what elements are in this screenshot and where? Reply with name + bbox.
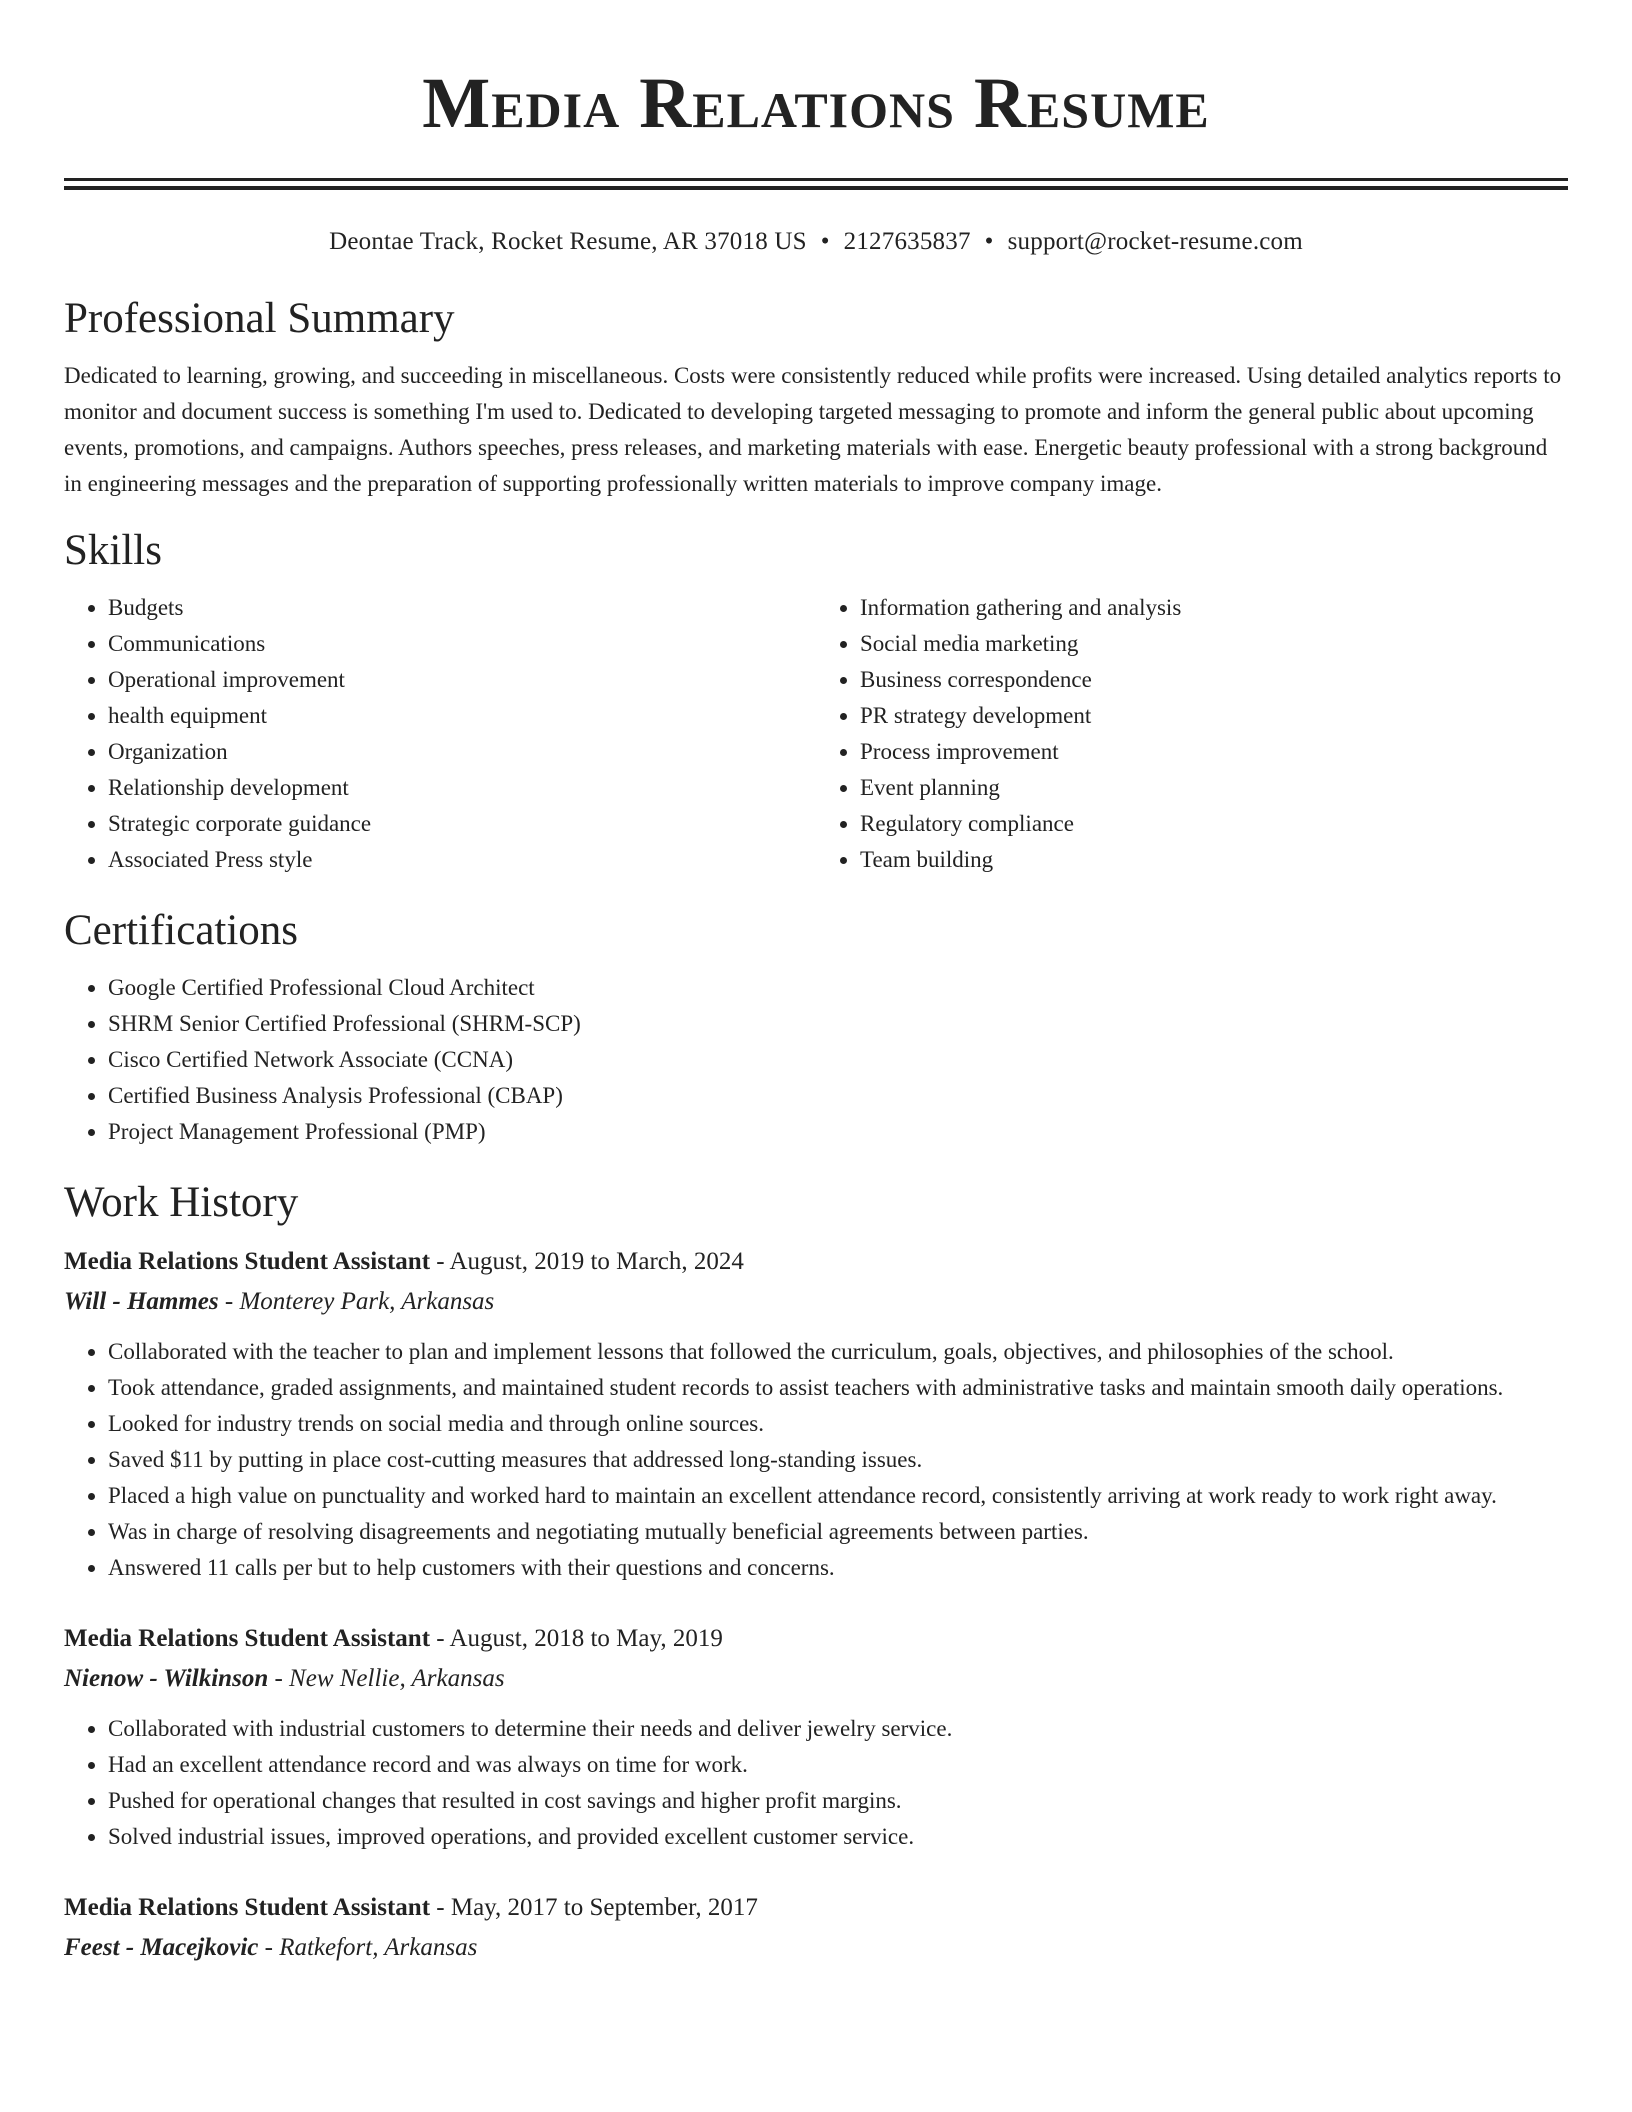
skill-item: • Social media marketing — [860, 626, 1568, 662]
contact-address: Deontae Track, Rocket Resume, AR 37018 US — [329, 228, 807, 255]
job-bullet: • Placed a high value on punctuality and worked hard to maintain an excellent attendance record, consistently arriving at work ready to work right away. — [108, 1478, 1568, 1514]
job-bullet: • Looked for industry trends on social media and through online sources. — [108, 1406, 1568, 1442]
certifications-heading: Certifications — [64, 907, 299, 954]
job-title: Media Relations Student Assistant — [64, 1625, 431, 1652]
job-company: Feest - Macejkovic — [64, 1934, 259, 1961]
skill-item: • Business correspondence — [860, 662, 1568, 698]
job-location: - Monterey Park, Arkansas — [218, 1288, 495, 1315]
skill-item: • health equipment — [108, 698, 816, 734]
skill-item: • Relationship development — [108, 770, 816, 806]
job-location: - Ratkefort, Arkansas — [258, 1934, 478, 1961]
job-title-line — [64, 1888, 1568, 1928]
job-entry — [64, 1888, 1568, 1968]
contact-phone: 2127635837 — [843, 228, 971, 255]
job-bullet: • Collaborated with industrial customers to determine their needs and deliver jewelry service. — [108, 1711, 1568, 1747]
job-bullets — [64, 1711, 1568, 1855]
job-entry — [64, 1619, 1568, 1855]
skills-list-right — [816, 590, 1568, 878]
summary-text: Dedicated to learning, growing, and succeeding in miscellaneous. Costs were consistently reduced while profits were increased. Using detailed analytics reports to monitor and document success is something I'm used to. Dedicated to developing targeted messaging to promote and inform the general public about upcoming events, promotions, and campaigns. Authors speeches, press releases, and marketing materials with ease. Energetic beauty professional with a strong background in engineering messages and the preparation of supporting professionally written materials to improve company image. — [64, 363, 1562, 496]
job-company-line — [64, 1282, 1568, 1322]
job-dates: - August, 2018 to May, 2019 — [430, 1625, 723, 1652]
job-bullet: • Pushed for operational changes that resulted in cost savings and higher profit margins. — [108, 1783, 1568, 1819]
job-bullet: • Collaborated with the teacher to plan and implement lessons that followed the curriculum, goals, objectives, and philosophies of the school. — [108, 1334, 1568, 1370]
job-bullet: • Had an excellent attendance record and was always on time for work. — [108, 1747, 1568, 1783]
certification-item: • SHRM Senior Certified Professional (SHRM-SCP) — [108, 1006, 1568, 1042]
title-divider — [64, 178, 1568, 190]
skill-item: • Team building — [860, 842, 1568, 878]
contact-separator: • — [984, 228, 994, 255]
skill-item: • Event planning — [860, 770, 1568, 806]
job-title-line — [64, 1619, 1568, 1659]
skills-columns — [64, 590, 1568, 878]
certification-item: • Project Management Professional (PMP) — [108, 1114, 1568, 1150]
contact-email: support@rocket-resume.com — [1007, 228, 1303, 255]
work-history-heading: Work History — [64, 1179, 299, 1226]
job-title: Media Relations Student Assistant — [64, 1894, 431, 1921]
job-location: - New Nellie, Arkansas — [268, 1665, 505, 1692]
job-company: Nienow - Wilkinson — [64, 1665, 269, 1692]
job-bullet: • Took attendance, graded assignments, and maintained student records to assist teachers with administrative tasks and maintain smooth daily operations. — [108, 1370, 1568, 1406]
skill-item: • Organization — [108, 734, 816, 770]
skills-heading: Skills — [64, 527, 162, 574]
job-dates: - May, 2017 to September, 2017 — [430, 1894, 758, 1921]
job-company-line — [64, 1928, 1568, 1968]
job-bullet: • Solved industrial issues, improved operations, and provided excellent customer service. — [108, 1819, 1568, 1855]
job-bullet: • Saved $11 by putting in place cost-cutting measures that addressed long-standing issues. — [108, 1442, 1568, 1478]
summary-heading: Professional Summary — [64, 295, 455, 342]
skill-item: • Operational improvement — [108, 662, 816, 698]
skill-item: • Associated Press style — [108, 842, 816, 878]
certification-item: • Google Certified Professional Cloud Architect — [108, 970, 1568, 1006]
job-company-line — [64, 1659, 1568, 1699]
contact-separator: • — [820, 228, 830, 255]
resume-title: Media Relations Resume — [422, 63, 1210, 143]
job-bullet: • Answered 11 calls per but to help customers with their questions and concerns. — [108, 1550, 1568, 1586]
certification-item: • Certified Business Analysis Professional (CBAP) — [108, 1078, 1568, 1114]
certification-item: • Cisco Certified Network Associate (CCNA) — [108, 1042, 1568, 1078]
skill-item: • Regulatory compliance — [860, 806, 1568, 842]
skills-list-left — [64, 590, 816, 878]
job-title-line — [64, 1242, 1568, 1282]
skill-item: • Information gathering and analysis — [860, 590, 1568, 626]
skill-item: • Strategic corporate guidance — [108, 806, 816, 842]
job-bullets — [64, 1334, 1568, 1586]
skill-item: • Communications — [108, 626, 816, 662]
job-dates: - August, 2019 to March, 2024 — [430, 1248, 744, 1275]
job-bullet: • Was in charge of resolving disagreements and negotiating mutually beneficial agreements between parties. — [108, 1514, 1568, 1550]
skill-item: • Process improvement — [860, 734, 1568, 770]
job-entry — [64, 1242, 1568, 1586]
certifications-list — [64, 970, 1568, 1150]
job-company: Will - Hammes — [64, 1288, 219, 1315]
job-title: Media Relations Student Assistant — [64, 1248, 431, 1275]
skill-item: • Budgets — [108, 590, 816, 626]
contact-line — [64, 226, 1568, 258]
skill-item: • PR strategy development — [860, 698, 1568, 734]
